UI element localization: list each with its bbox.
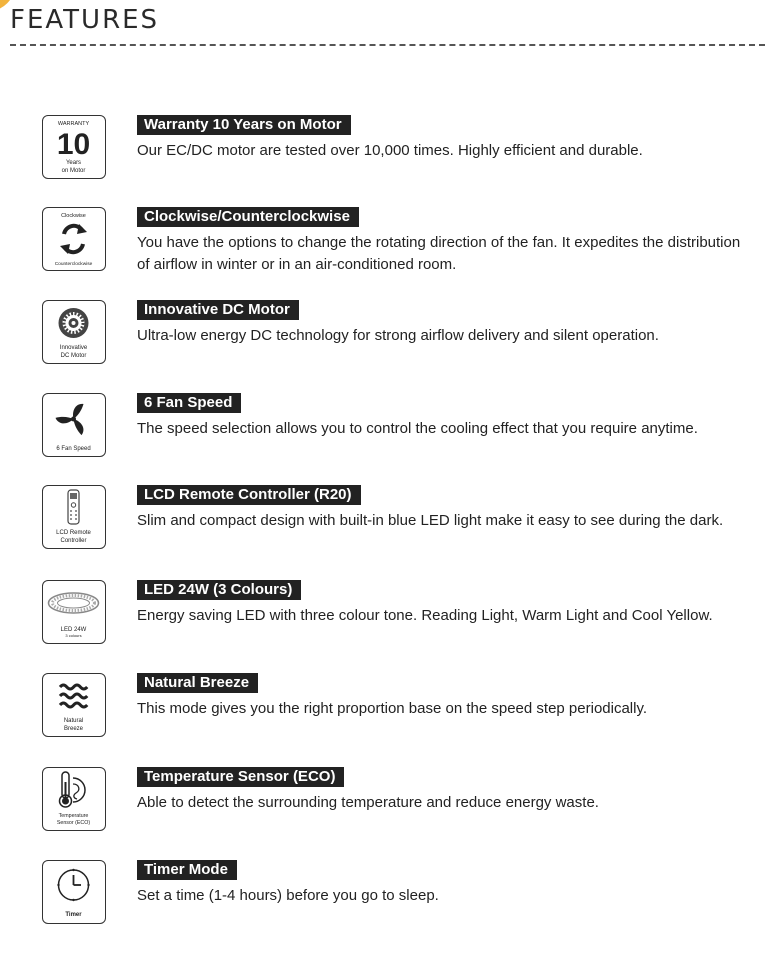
motor-icon-line1: Innovative bbox=[59, 345, 88, 351]
feature-heading: Clockwise/Counterclockwise bbox=[137, 207, 359, 227]
fan-icon bbox=[42, 393, 106, 457]
warranty-icon-line2: on Motor bbox=[61, 168, 86, 174]
rotation-icon-bottom-label: Counterclockwise bbox=[54, 262, 93, 267]
feature-heading: 6 Fan Speed bbox=[137, 393, 241, 413]
rotation-icon-top-label: Clockwise bbox=[61, 213, 86, 219]
thermometer-icon bbox=[42, 767, 106, 831]
led-icon-line2: 3 colours bbox=[65, 633, 82, 638]
warranty-icon-top-label: WARRANTY bbox=[57, 121, 90, 127]
feature-heading: LED 24W (3 Colours) bbox=[137, 580, 301, 600]
feature-description: Set a time (1-4 hours) before you go to sleep. bbox=[137, 887, 439, 904]
feature-heading: LCD Remote Controller (R20) bbox=[137, 485, 361, 505]
temp-icon-line1: Temperature bbox=[58, 813, 89, 819]
feature-heading: Warranty 10 Years on Motor bbox=[137, 115, 351, 135]
feature-heading: Timer Mode bbox=[137, 860, 237, 880]
feature-description: Able to detect the surrounding temperature and reduce energy waste. bbox=[137, 794, 599, 811]
led-icon-line1: LED 24W bbox=[60, 627, 87, 633]
timer-icon-label: Timer bbox=[65, 912, 82, 918]
motor-icon-line2: DC Motor bbox=[60, 353, 87, 359]
feature-description: Slim and compact design with built-in blue LED light make it easy to see during the dark. bbox=[137, 512, 724, 529]
led-ring-icon bbox=[42, 580, 106, 644]
feature-description: Our EC/DC motor are tested over 10,000 times. Highly efficient and durable. bbox=[137, 142, 643, 159]
feature-description: This mode gives you the right proportion base on the speed step periodically. bbox=[137, 700, 648, 717]
feature-heading: Innovative DC Motor bbox=[137, 300, 299, 320]
timer-icon bbox=[42, 860, 106, 924]
remote-icon-line1: LCD Remote bbox=[56, 530, 91, 536]
remote-icon-line2: Controller bbox=[60, 538, 87, 544]
breeze-icon-line2: Breeze bbox=[63, 726, 84, 732]
warranty-icon-line1: Years bbox=[65, 160, 82, 166]
remote-icon bbox=[42, 485, 106, 549]
temp-icon-line2: Sensor (ECO) bbox=[56, 820, 91, 826]
fan-icon-label: 6 Fan Speed bbox=[56, 446, 91, 452]
rotation-icon bbox=[42, 207, 106, 271]
feature-description: You have the options to change the rotating direction of the fan. It expedites the distribution of airflow in winter or in an air-conditioned room. bbox=[137, 234, 741, 273]
page-title: FEATURES bbox=[10, 5, 160, 35]
feature-heading: Natural Breeze bbox=[137, 673, 258, 693]
feature-description: Ultra-low energy DC technology for strong airflow delivery and silent operation. bbox=[137, 327, 659, 344]
title-divider bbox=[10, 44, 765, 46]
motor-icon bbox=[42, 300, 106, 364]
feature-description: The speed selection allows you to control the cooling effect that you require anytime. bbox=[137, 420, 698, 437]
breeze-icon-line1: Natural bbox=[63, 718, 84, 724]
warranty-icon bbox=[42, 115, 106, 179]
feature-description: Energy saving LED with three colour tone. Reading Light, Warm Light and Cool Yellow. bbox=[137, 607, 713, 624]
warranty-icon-number: 10 bbox=[56, 128, 91, 161]
feature-heading: Temperature Sensor (ECO) bbox=[137, 767, 344, 787]
breeze-icon bbox=[42, 673, 106, 737]
